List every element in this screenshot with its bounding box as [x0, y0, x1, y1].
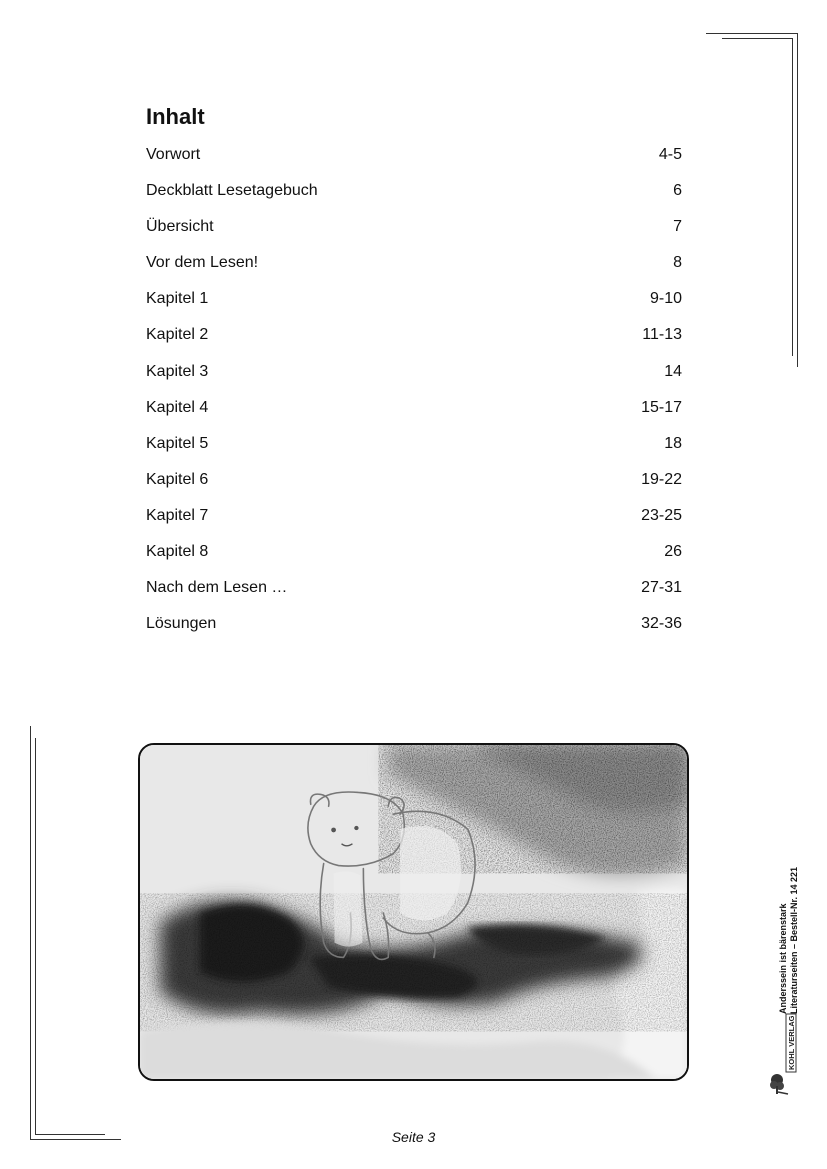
- book-title: Anderssein ist bärenstark: [778, 903, 788, 1014]
- publisher-name: KOHL VERLAG: [787, 1015, 796, 1070]
- toc-entry-label: Kapitel 4: [146, 398, 209, 416]
- publisher-logo: [768, 1012, 798, 1096]
- table-of-contents: [146, 146, 682, 651]
- toc-title: Inhalt: [146, 104, 205, 129]
- toc-entry: [146, 363, 682, 399]
- toc-entry-label: Vorwort: [146, 146, 201, 163]
- toc-entry-pages: 4-5: [658, 146, 682, 163]
- toc-entry: [146, 543, 682, 579]
- toc-entry-pages: 15-17: [641, 398, 682, 416]
- tree-icon: [770, 1074, 788, 1094]
- side-credit: [778, 867, 800, 1014]
- toc-entry: [146, 471, 682, 507]
- toc-entry-pages: 14: [664, 362, 682, 380]
- toc-entry: [146, 326, 682, 362]
- polar-bear-illustration: [138, 743, 689, 1081]
- toc-entry-label: Deckblatt Lesetagebuch: [146, 182, 318, 200]
- toc-entry: [146, 254, 682, 290]
- toc-entry-label: Kapitel 6: [146, 470, 209, 488]
- toc-entry-label: Kapitel 1: [146, 290, 209, 308]
- toc-entry-pages: 18: [664, 434, 682, 452]
- order-number: Literaturseiten – Bestell-Nr. 14 221: [789, 866, 799, 1014]
- toc-entry: [146, 146, 682, 182]
- toc-entry: [146, 507, 682, 543]
- toc-entry-pages: 19-22: [641, 470, 682, 488]
- toc-entry-pages: 23-25: [641, 506, 682, 524]
- page-number: Seite 3: [391, 1129, 436, 1145]
- toc-entry-pages: 32-36: [641, 615, 682, 633]
- toc-entry-label: Vor dem Lesen!: [146, 254, 259, 272]
- toc-entry-label: Lösungen: [146, 615, 217, 633]
- toc-entry: [146, 615, 682, 651]
- toc-entry: [146, 182, 682, 218]
- toc-entry-label: Kapitel 2: [146, 326, 209, 344]
- toc-entry-pages: 8: [673, 254, 682, 272]
- toc-entry: [146, 218, 682, 254]
- toc-entry: [146, 435, 682, 471]
- toc-entry-pages: 11-13: [642, 326, 682, 344]
- toc-entry-label: Kapitel 5: [146, 434, 209, 452]
- toc-entry-pages: 6: [673, 182, 682, 200]
- toc-entry-label: Kapitel 7: [146, 506, 209, 524]
- toc-entry-pages: 7: [673, 218, 682, 236]
- toc-entry: [146, 579, 682, 615]
- toc-entry-pages: 27-31: [641, 579, 682, 597]
- toc-entry-label: Kapitel 3: [146, 362, 209, 380]
- toc-entry-pages: 9-10: [649, 290, 682, 308]
- toc-entry-pages: 26: [664, 543, 682, 561]
- toc-entry-label: Nach dem Lesen …: [146, 579, 288, 597]
- toc-entry: [146, 290, 682, 326]
- toc-entry: [146, 399, 682, 435]
- toc-entry-label: Übersicht: [146, 218, 214, 236]
- toc-entry-label: Kapitel 8: [146, 543, 209, 561]
